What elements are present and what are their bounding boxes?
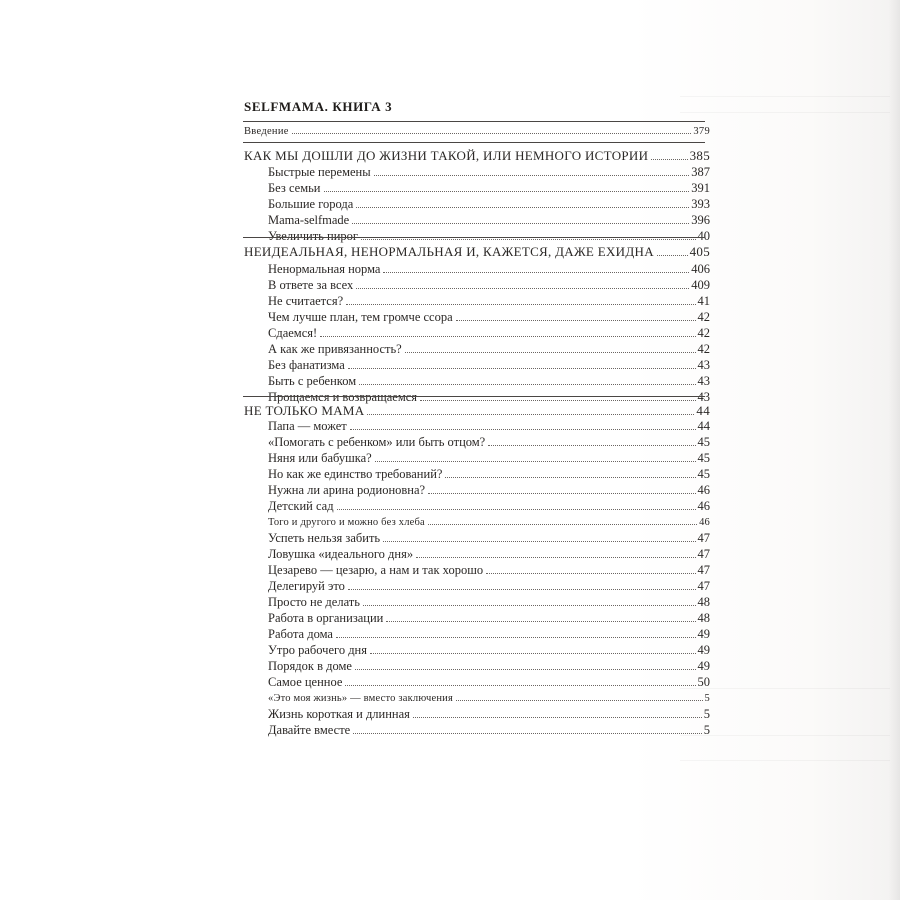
toc-item-page: 406 [691, 262, 710, 276]
toc-item-page: 396 [691, 213, 710, 227]
toc-chapter-page: 44 [696, 403, 710, 418]
toc-item-label: Сдаемся! [268, 326, 318, 340]
toc-item-label: Ненормальная норма [268, 262, 381, 276]
toc-item-label: Делегируй это [268, 579, 345, 593]
dot-leader [657, 255, 688, 256]
toc-item-label: Порядок в доме [268, 659, 352, 673]
toc-item [268, 342, 710, 357]
toc-item-page: 45 [697, 451, 710, 465]
section-rule [243, 237, 705, 238]
toc-item-page: 47 [697, 547, 710, 561]
toc-item-label: Быть с ребенком [268, 374, 357, 388]
toc-item-page: 5 [704, 693, 710, 704]
dot-leader [346, 304, 695, 305]
dot-leader [370, 653, 696, 654]
toc-item-label: Работа дома [268, 627, 333, 641]
dot-leader [405, 352, 696, 353]
toc-entry-intro [244, 124, 710, 139]
section-rule [243, 142, 705, 143]
toc-item-page: 43 [697, 390, 710, 404]
dot-leader [348, 589, 696, 590]
toc-item-page: 46 [697, 499, 710, 513]
bleed-through-line [680, 688, 890, 689]
toc-item-label: Чем лучше план, тем громче ссора [268, 310, 453, 324]
bleed-through-line [680, 760, 890, 761]
dot-leader [367, 414, 694, 415]
toc-item-label: Няня или бабушка? [268, 451, 372, 465]
toc-item-page: 49 [697, 659, 710, 673]
toc-item [268, 451, 710, 466]
toc-item [268, 326, 710, 341]
dot-leader [356, 207, 689, 208]
toc-item-label: Быстрые перемены [268, 165, 371, 179]
toc-item-label: Без семьи [268, 181, 321, 195]
toc-chapter-label: НЕ ТОЛЬКО МАМА [244, 403, 365, 418]
toc-item-page: 387 [691, 165, 710, 179]
toc-item [268, 707, 710, 722]
toc-item-label: В ответе за всех [268, 278, 354, 292]
toc-item-label: Большие города [268, 197, 354, 211]
toc-item [268, 659, 710, 674]
toc-item [268, 374, 710, 389]
dot-leader [420, 400, 695, 401]
toc-item-label: Просто не делать [268, 595, 360, 609]
toc-item-label: «Помогать с ребенком» или быть отцом? [268, 435, 486, 449]
dot-leader [350, 429, 696, 430]
toc-item [268, 595, 710, 610]
toc-item-page: 49 [697, 643, 710, 657]
toc-item-label: Прощаемся и возвращаемся [268, 390, 418, 404]
toc-item-page: 47 [697, 531, 710, 545]
toc-entry-page: 379 [693, 126, 710, 137]
toc-item-page: 45 [697, 435, 710, 449]
toc-item [268, 165, 710, 180]
toc-entry-label: Введение [244, 126, 289, 137]
section-rule [243, 396, 705, 397]
dot-leader [486, 573, 695, 574]
toc-item-page: 46 [699, 517, 710, 528]
toc-item [268, 262, 710, 277]
toc-chapter [244, 403, 710, 418]
dot-leader [292, 133, 692, 134]
toc-item-page: 45 [697, 467, 710, 481]
dot-leader [456, 700, 703, 701]
toc-item-page: 409 [691, 278, 710, 292]
toc-item-page: 43 [697, 374, 710, 388]
dot-leader [383, 272, 689, 273]
toc-chapter-page: 385 [689, 148, 710, 163]
toc-item [268, 515, 710, 530]
toc-item-page: 48 [697, 595, 710, 609]
toc-item [268, 213, 710, 228]
toc-item-label: Работа в организации [268, 611, 384, 625]
dot-leader [356, 288, 689, 289]
dot-leader [337, 509, 696, 510]
toc-item-page: 5 [703, 707, 710, 721]
toc-item [268, 547, 710, 562]
toc-item [268, 675, 710, 690]
toc-item-page: 42 [697, 310, 710, 324]
toc-item-page: 49 [697, 627, 710, 641]
toc-item-label: Жизнь короткая и длинная [268, 707, 410, 721]
bleed-through-line [680, 735, 890, 736]
toc-item-label: Без фанатизма [268, 358, 345, 372]
dot-leader [336, 637, 696, 638]
toc-item-label: Не считается? [268, 294, 344, 308]
toc-item [268, 197, 710, 212]
toc-item [268, 483, 710, 498]
dot-leader [361, 239, 695, 240]
toc-item-page: 41 [697, 294, 710, 308]
dot-leader [428, 493, 695, 494]
toc-item-page: 5 [703, 723, 710, 737]
dot-leader [456, 320, 696, 321]
bleed-through-line [680, 112, 890, 113]
toc-item [268, 310, 710, 325]
toc-item-page: 47 [697, 579, 710, 593]
toc-item [268, 467, 710, 482]
title-rule [243, 121, 705, 122]
toc-item-label: Того и другого и можно без хлеба [268, 517, 425, 528]
toc-chapter-page: 405 [689, 244, 710, 259]
toc-item [268, 294, 710, 309]
toc-chapter [244, 148, 710, 163]
toc-item-label: Увеличить пирог [268, 229, 359, 243]
toc-item [268, 563, 710, 578]
toc-item-page: 42 [697, 326, 710, 340]
toc-item [268, 531, 710, 546]
dot-leader [416, 557, 695, 558]
toc-item [268, 723, 710, 738]
toc-item-label: Утро рабочего дня [268, 643, 367, 657]
toc-item-label: Детский сад [268, 499, 334, 513]
toc-item-page: 46 [697, 483, 710, 497]
dot-leader [488, 445, 695, 446]
toc-item-label: Ловушка «идеального дня» [268, 547, 414, 561]
dot-leader [352, 223, 689, 224]
toc-item-label: Папа — может [268, 419, 347, 433]
dot-leader [428, 524, 697, 525]
dot-leader [374, 175, 690, 176]
toc-item-label: А как же привязанность? [268, 342, 402, 356]
toc-item [268, 643, 710, 658]
toc-item-label: Самое ценное [268, 675, 343, 689]
toc-item-label: Mama-selfmade [268, 213, 350, 227]
toc-item-label: Но как же единство требований? [268, 467, 443, 481]
toc-item [268, 278, 710, 293]
toc-item-label: Успеть нельзя забить [268, 531, 381, 545]
dot-leader [386, 621, 695, 622]
toc-item-page: 43 [697, 358, 710, 372]
toc-item-label: Давайте вместе [268, 723, 351, 737]
dot-leader [445, 477, 695, 478]
toc-item [268, 181, 710, 196]
toc-item-page: 48 [697, 611, 710, 625]
dot-leader [375, 461, 696, 462]
toc-chapter-label: НЕИДЕАЛЬНАЯ, НЕНОРМАЛЬНАЯ И, КАЖЕТСЯ, ДАЖЕ ЕХИДНА [244, 244, 654, 259]
toc-item [268, 627, 710, 642]
dot-leader [355, 669, 696, 670]
toc-item-page: 393 [691, 197, 710, 211]
dot-leader [413, 717, 702, 718]
toc-item-label: Нужна ли арина родионовна? [268, 483, 426, 497]
dot-leader [363, 605, 696, 606]
page-edge-shadow [888, 0, 900, 900]
toc-item [268, 611, 710, 626]
book-title: SELFMAMA. КНИГА 3 [244, 99, 393, 114]
toc-item-page: 42 [697, 342, 710, 356]
toc-item-page: 40 [697, 229, 710, 243]
toc-chapter-label: КАК МЫ ДОШЛИ ДО ЖИЗНИ ТАКОЙ, ИЛИ НЕМНОГО ИСТОРИИ [244, 148, 649, 163]
toc-item-page: 44 [697, 419, 710, 433]
dot-leader [320, 336, 695, 337]
dot-leader [348, 368, 696, 369]
toc-item-label: Цезарево — цезарю, а нам и так хорошо [268, 563, 484, 577]
toc-item [268, 691, 710, 706]
toc-item-page: 391 [691, 181, 710, 195]
toc-item [268, 435, 710, 450]
bleed-through-line [680, 96, 890, 97]
toc-item-page: 50 [697, 675, 710, 689]
toc-item-page: 47 [697, 563, 710, 577]
toc-chapter [244, 244, 710, 259]
dot-leader [324, 191, 690, 192]
toc-item [268, 419, 710, 434]
dot-leader [345, 685, 695, 686]
toc-item-label: «Это моя жизнь» — вместо заключения [268, 693, 454, 704]
toc-item [268, 499, 710, 514]
dot-leader [651, 159, 687, 160]
dot-leader [353, 733, 702, 734]
toc-item [268, 579, 710, 594]
toc-item [268, 358, 710, 373]
dot-leader [359, 384, 695, 385]
dot-leader [383, 541, 695, 542]
